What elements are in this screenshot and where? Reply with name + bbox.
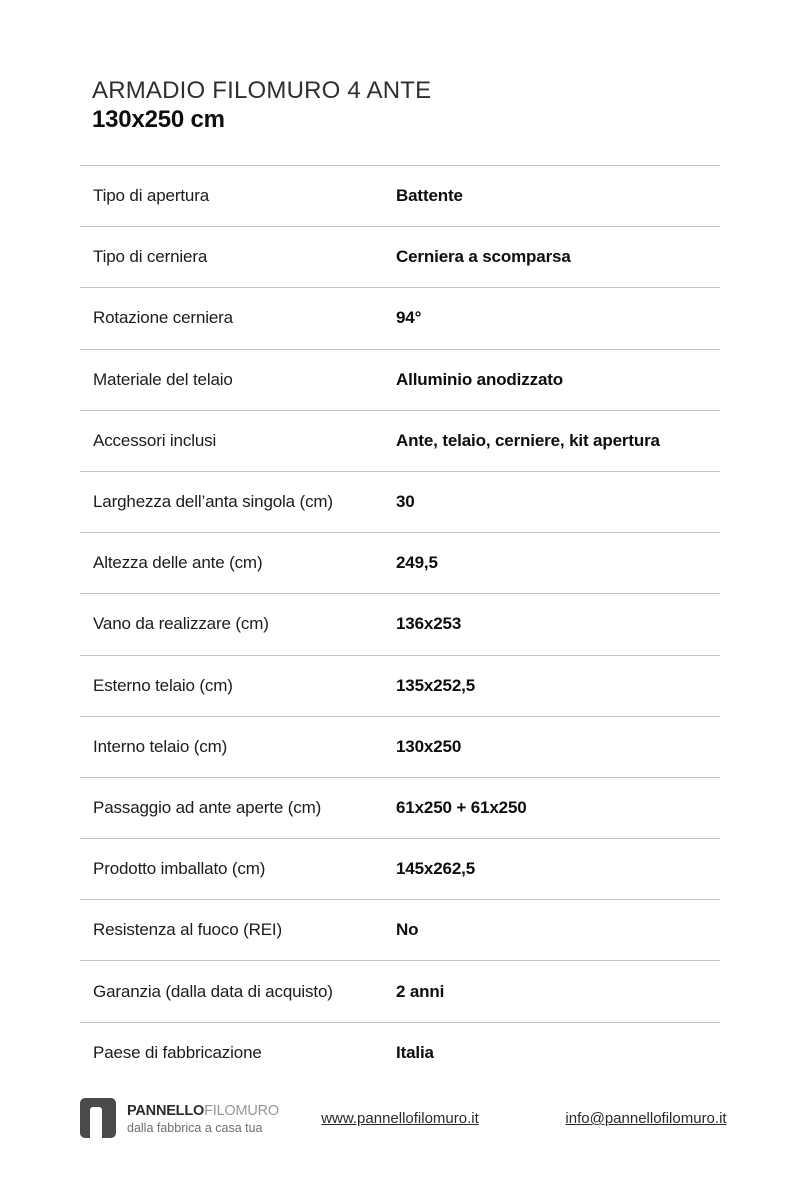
website-link-wrap xyxy=(255,1110,545,1128)
spec-label: Tipo di cerniera xyxy=(93,247,208,267)
spec-label: Accessori inclusi xyxy=(93,430,217,450)
spec-value: Alluminio anodizzato xyxy=(396,369,563,389)
page-subtitle-size: 130x250 cm xyxy=(92,106,225,134)
brand-tagline: dalla fabbrica a casa tua xyxy=(127,1121,263,1135)
spec-value: 145x262,5 xyxy=(396,859,476,879)
spec-label: Tipo di apertura xyxy=(93,186,210,206)
spec-row xyxy=(80,899,720,960)
spec-row xyxy=(80,226,720,287)
spec-row xyxy=(80,410,720,471)
spec-value: 135x252,5 xyxy=(396,675,476,695)
page-footer xyxy=(80,1096,727,1148)
door-icon xyxy=(90,1107,102,1138)
spec-row xyxy=(80,960,720,1021)
spec-table xyxy=(80,165,720,1083)
spec-row xyxy=(80,471,720,532)
spec-value: No xyxy=(396,920,419,940)
spec-row xyxy=(80,1022,720,1083)
spec-value: Italia xyxy=(396,1042,434,1062)
spec-value: 61x250 + 61x250 xyxy=(396,797,527,817)
spec-value: 2 anni xyxy=(396,981,445,1001)
spec-row xyxy=(80,532,720,593)
page-title: ARMADIO FILOMURO 4 ANTE xyxy=(92,77,432,104)
spec-label: Garanzia (dalla data di acquisto) xyxy=(93,981,333,1001)
spec-label: Passaggio ad ante aperte (cm) xyxy=(93,797,322,817)
spec-row xyxy=(80,349,720,410)
page-header xyxy=(92,78,431,134)
spec-value: Cerniera a scomparsa xyxy=(396,247,571,267)
spec-row xyxy=(80,165,720,226)
spec-value: 136x253 xyxy=(396,614,462,634)
spec-label: Prodotto imballato (cm) xyxy=(93,859,266,879)
spec-label: Larghezza dell’anta singola (cm) xyxy=(93,492,333,512)
spec-row xyxy=(80,716,720,777)
spec-value: Ante, telaio, cerniere, kit apertura xyxy=(396,430,660,450)
brand-name-light: FILOMURO xyxy=(204,1103,280,1119)
spec-label: Vano da realizzare (cm) xyxy=(93,614,269,634)
spec-row xyxy=(80,777,720,838)
spec-row xyxy=(80,655,720,716)
website-link[interactable]: www.pannellofilomuro.it xyxy=(321,1110,479,1127)
spec-label: Materiale del telaio xyxy=(93,369,233,389)
spec-row xyxy=(80,593,720,654)
spec-label: Paese di fabbricazione xyxy=(93,1042,262,1062)
spec-value: 249,5 xyxy=(396,553,438,573)
spec-label: Altezza delle ante (cm) xyxy=(93,553,263,573)
spec-value: 30 xyxy=(396,492,415,512)
spec-label: Interno telaio (cm) xyxy=(93,736,228,756)
spec-label: Resistenza al fuoco (REI) xyxy=(93,920,282,940)
spec-value: Battente xyxy=(396,186,463,206)
spec-row xyxy=(80,838,720,899)
brand-name-bold: PANNELLO xyxy=(127,1103,205,1119)
spec-label: Rotazione cerniera xyxy=(93,308,233,328)
spec-row xyxy=(80,287,720,348)
spec-label: Esterno telaio (cm) xyxy=(93,675,233,695)
brand-logo xyxy=(80,1098,116,1138)
email-link[interactable]: info@pannellofilomuro.it xyxy=(565,1110,727,1127)
spec-value: 94° xyxy=(396,308,422,328)
spec-value: 130x250 xyxy=(396,736,462,756)
email-link-wrap xyxy=(516,1110,776,1128)
